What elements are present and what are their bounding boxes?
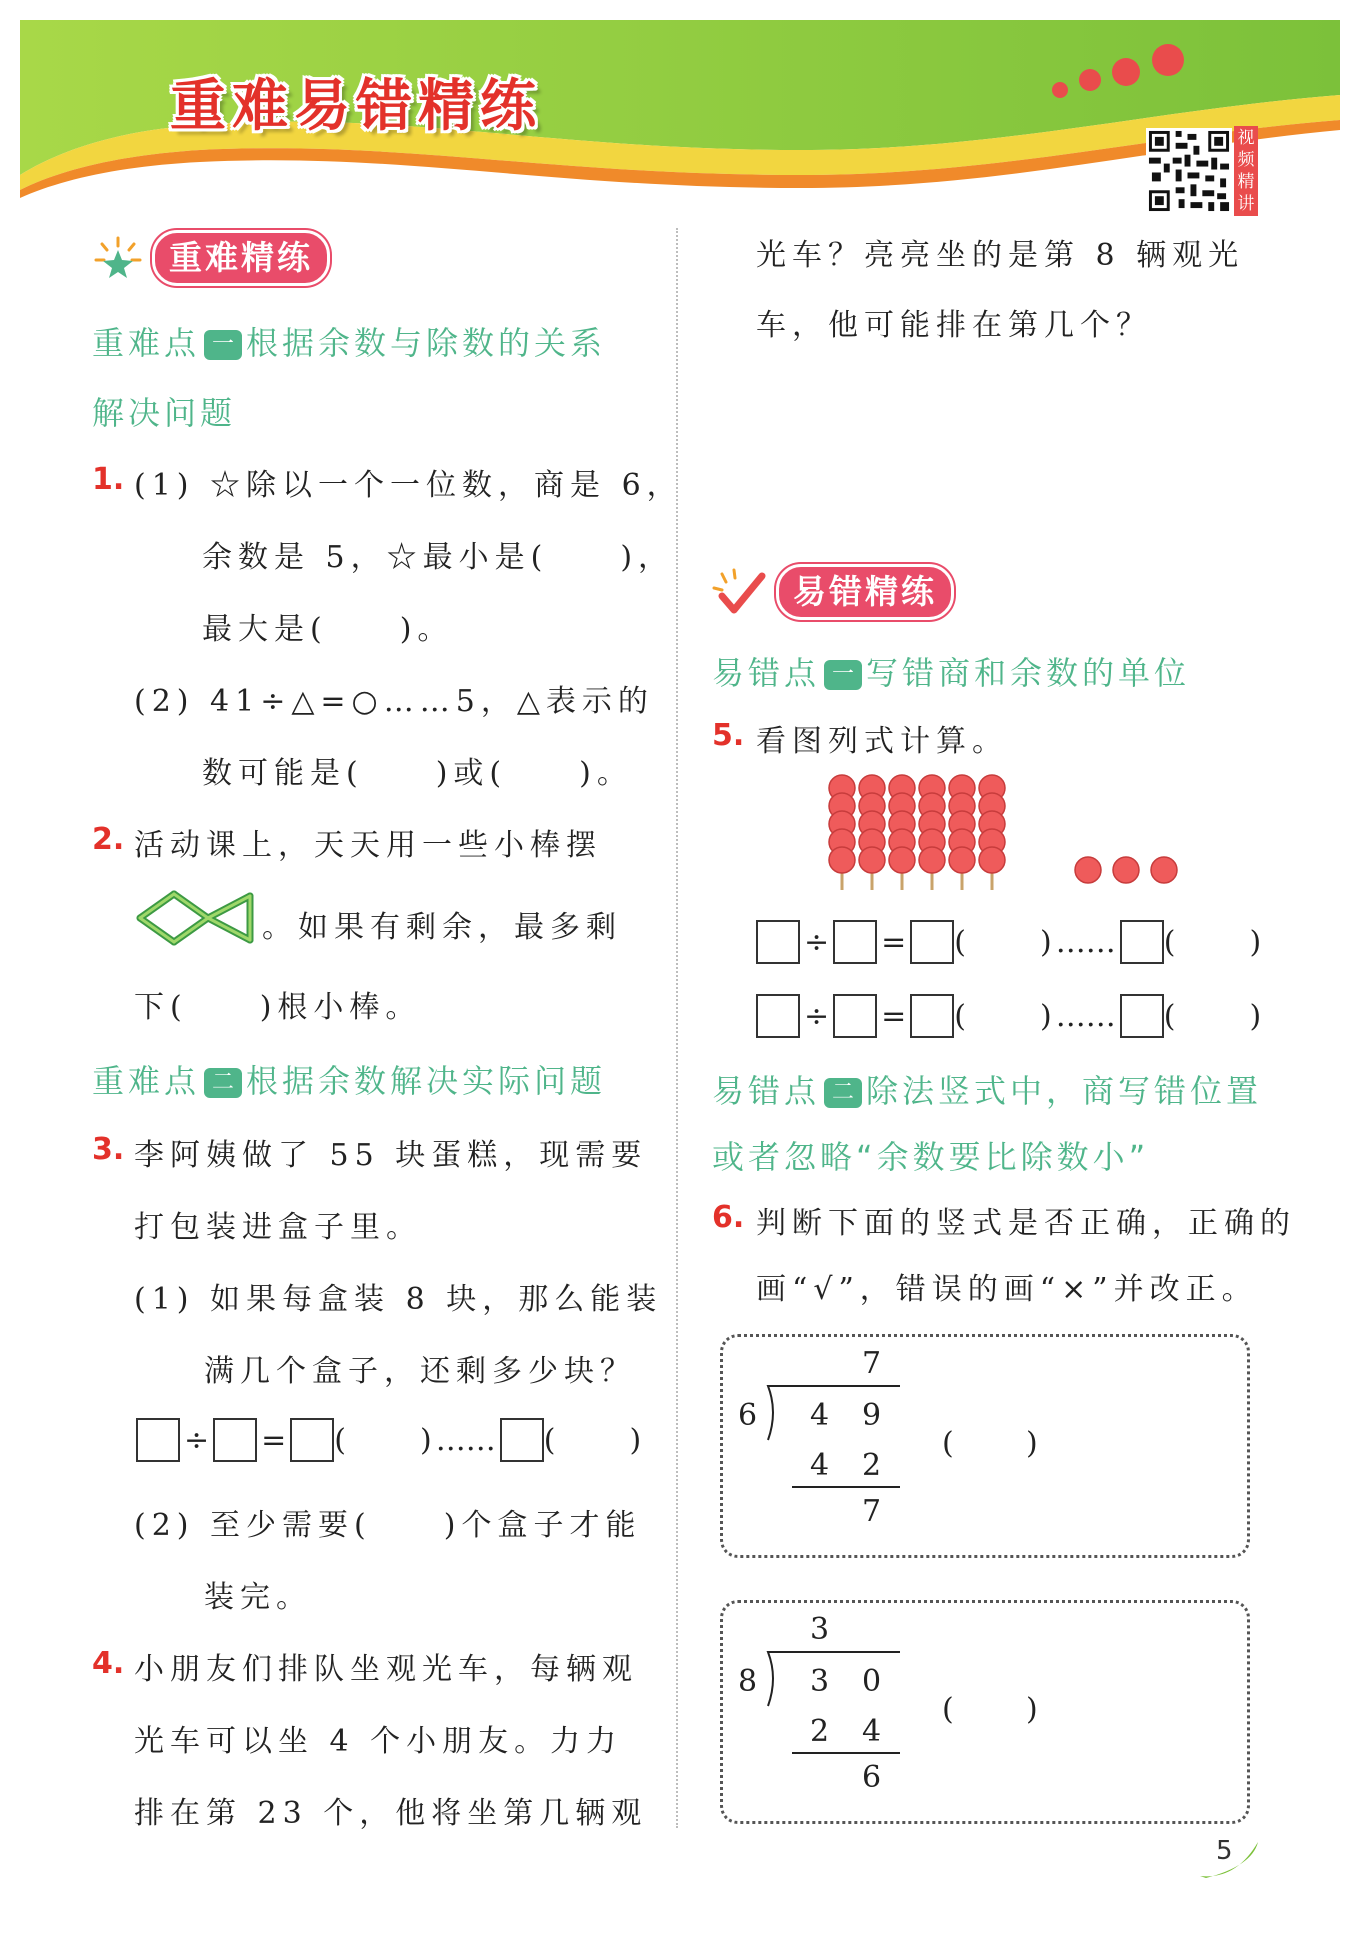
quotient: 7 [862, 1346, 882, 1381]
q5-answer-row-2 [756, 994, 1261, 1038]
q2-line3: 下( )根小棒。 [134, 990, 422, 1025]
q4-line3: 排在第 23 个，他将坐第几辆观 [134, 1796, 648, 1831]
equals-sign: = [881, 924, 907, 960]
judge-paren-open: ( [942, 1692, 954, 1727]
answer-box[interactable] [910, 920, 954, 964]
error-point-2 [712, 1066, 1262, 1112]
question-number: 4. [92, 1646, 125, 1681]
q4-continued-line2: 车，他可能排在第几个？ [756, 308, 1152, 343]
key-point-text: 根据余数解决实际问题 [246, 1062, 607, 1100]
divisor: 8 [738, 1664, 758, 1699]
sticks-figure-icon [134, 888, 264, 948]
unit-paren-open: ( [954, 998, 966, 1034]
error-point-number: 二 [824, 1078, 862, 1108]
answer-box[interactable] [756, 994, 800, 1038]
question-number: 2. [92, 822, 125, 857]
q5-answer-row-1 [756, 920, 1261, 964]
q6-line2: 画“√”，错误的画“×”并改正。 [756, 1272, 1258, 1307]
loose-hawthorn-ball [1151, 857, 1177, 883]
unit-paren-open: ( [954, 924, 966, 960]
divide-sign: ÷ [184, 1422, 210, 1458]
section-badge-key: 重难精练 [152, 230, 330, 286]
q1-part2-line1: (2) 41÷△=○……5，△表示的 [134, 684, 654, 719]
answer-box[interactable] [1120, 994, 1164, 1038]
key-point-number: 一 [204, 330, 242, 360]
dividend-digit: 0 [862, 1664, 882, 1699]
remainder: 7 [862, 1494, 882, 1529]
error-point-text: 除法竖式中，商写错位置 [866, 1072, 1263, 1110]
dividend-digit: 4 [810, 1398, 830, 1433]
unit-paren-close: ) [1249, 998, 1262, 1034]
question-number: 1. [92, 462, 125, 497]
judge-paren-close: ) [1026, 1426, 1038, 1461]
hawthorn-ball [979, 847, 1005, 873]
q3-part1-line2: 满几个盒子，还剩多少块？ [204, 1354, 636, 1389]
judge-paren-open: ( [942, 1426, 954, 1461]
q3-line1: 李阿姨做了 55 块蛋糕，现需要 [134, 1138, 648, 1173]
loose-hawthorn-ball [1075, 857, 1101, 883]
unit-paren-close: ) [1040, 924, 1052, 960]
unit-paren-close: ) [1249, 924, 1262, 960]
unit-paren-open: ( [1163, 924, 1176, 960]
question-number: 5. [712, 718, 745, 753]
tanghulu-figure [826, 774, 1186, 894]
q3-line2: 打包装进盒子里。 [134, 1210, 422, 1245]
q3-part2-line2: 装完。 [204, 1580, 312, 1615]
product-digit: 2 [862, 1448, 882, 1483]
product-digit: 4 [862, 1714, 882, 1749]
question-number: 3. [92, 1132, 125, 1167]
error-point-text: 写错商和余数的单位 [866, 654, 1191, 692]
product-digit: 4 [810, 1448, 830, 1483]
key-point-2 [92, 1056, 606, 1102]
error-point-2-line2: 或者忽略“余数要比除数小” [712, 1138, 1150, 1176]
divide-sign: ÷ [804, 998, 830, 1034]
error-point-prefix: 易错点 [712, 1072, 821, 1110]
page-title: 重难易错精练 [170, 74, 542, 139]
q5-text: 看图列式计算。 [756, 724, 1008, 759]
q4-continued-line1: 光车？亮亮坐的是第 8 辆观光 [756, 238, 1245, 273]
q1-part1-line2: 余数是 5，☆最小是( )， [202, 540, 675, 575]
q1-part2-line2: 数可能是( )或( )。 [202, 756, 633, 791]
error-point-number: 一 [824, 660, 862, 690]
answer-box[interactable] [500, 1418, 544, 1462]
sparkle-check-icon [708, 566, 768, 616]
key-point-1 [92, 318, 606, 364]
error-point-1 [712, 648, 1190, 694]
answer-box[interactable] [756, 920, 800, 964]
divisor: 6 [738, 1398, 758, 1433]
q2-line1: 活动课上，天天用一些小棒摆 [134, 828, 602, 863]
answer-box[interactable] [136, 1418, 180, 1462]
hawthorn-ball [919, 847, 945, 873]
remainder-dots: …… [1055, 924, 1116, 960]
answer-box[interactable] [833, 994, 877, 1038]
dividend-digit: 3 [810, 1664, 830, 1699]
remainder-dots: …… [1055, 998, 1116, 1034]
q3-part2-line1: (2) 至少需要( )个盒子才能 [134, 1508, 642, 1543]
q4-line1: 小朋友们排队坐观光车，每辆观 [134, 1652, 638, 1687]
section-badge-error: 易错精练 [776, 564, 954, 620]
judge-paren-close: ) [1026, 1692, 1038, 1727]
unit-paren-close: ) [1040, 998, 1052, 1034]
equals-sign: = [261, 1422, 287, 1458]
q2-line2: 。如果有剩余，最多剩 [262, 910, 622, 945]
q4-line2: 光车可以坐 4 个小朋友。力力 [134, 1724, 623, 1759]
answer-box[interactable] [1120, 920, 1164, 964]
q3-answer-row [136, 1418, 641, 1462]
answer-box[interactable] [910, 994, 954, 1038]
division-bracket [764, 1650, 904, 1710]
answer-box[interactable] [290, 1418, 334, 1462]
q1-part1-line3: 最大是( )。 [202, 612, 454, 647]
key-point-text: 根据余数与除数的关系 [246, 324, 607, 362]
hawthorn-ball [859, 847, 885, 873]
remainder: 6 [862, 1760, 882, 1795]
unit-paren-open: ( [334, 1422, 346, 1458]
key-point-number: 二 [204, 1068, 242, 1098]
hawthorn-ball [949, 847, 975, 873]
key-point-prefix: 重难点 [92, 1062, 201, 1100]
question-number: 6. [712, 1200, 745, 1235]
q6-line1: 判断下面的竖式是否正确，正确的 [756, 1206, 1296, 1241]
hawthorn-ball [829, 847, 855, 873]
key-point-1-line2: 解决问题 [92, 394, 237, 432]
error-point-prefix: 易错点 [712, 654, 821, 692]
dividend-digit: 9 [862, 1398, 882, 1433]
remainder-dots: …… [435, 1422, 496, 1458]
q3-part1-line1: (1) 如果每盒装 8 块，那么能装 [134, 1282, 663, 1317]
key-point-prefix: 重难点 [92, 324, 201, 362]
hawthorn-ball [889, 847, 915, 873]
product-digit: 2 [810, 1714, 830, 1749]
subtraction-line [792, 1752, 900, 1754]
unit-paren-close: ) [629, 1422, 642, 1458]
judge-answer-slot[interactable] [962, 1690, 1022, 1730]
answer-box[interactable] [213, 1418, 257, 1462]
qr-label: 视频精讲 [1234, 126, 1258, 216]
q1-part1-line1: (1) ☆除以一个一位数，商是 6， [134, 468, 683, 503]
qr-code-icon[interactable] [1146, 128, 1232, 214]
judge-answer-slot[interactable] [962, 1424, 1022, 1464]
quotient: 3 [810, 1612, 830, 1647]
divide-sign: ÷ [804, 924, 830, 960]
unit-paren-close: ) [420, 1422, 432, 1458]
equals-sign: = [881, 998, 907, 1034]
sparkle-star-icon [88, 232, 148, 282]
page-number: 5 [1216, 1836, 1233, 1866]
subtraction-line [792, 1486, 900, 1488]
loose-hawthorn-ball [1113, 857, 1139, 883]
unit-paren-open: ( [1163, 998, 1176, 1034]
unit-paren-open: ( [543, 1422, 556, 1458]
answer-box[interactable] [833, 920, 877, 964]
division-bracket [764, 1384, 904, 1444]
